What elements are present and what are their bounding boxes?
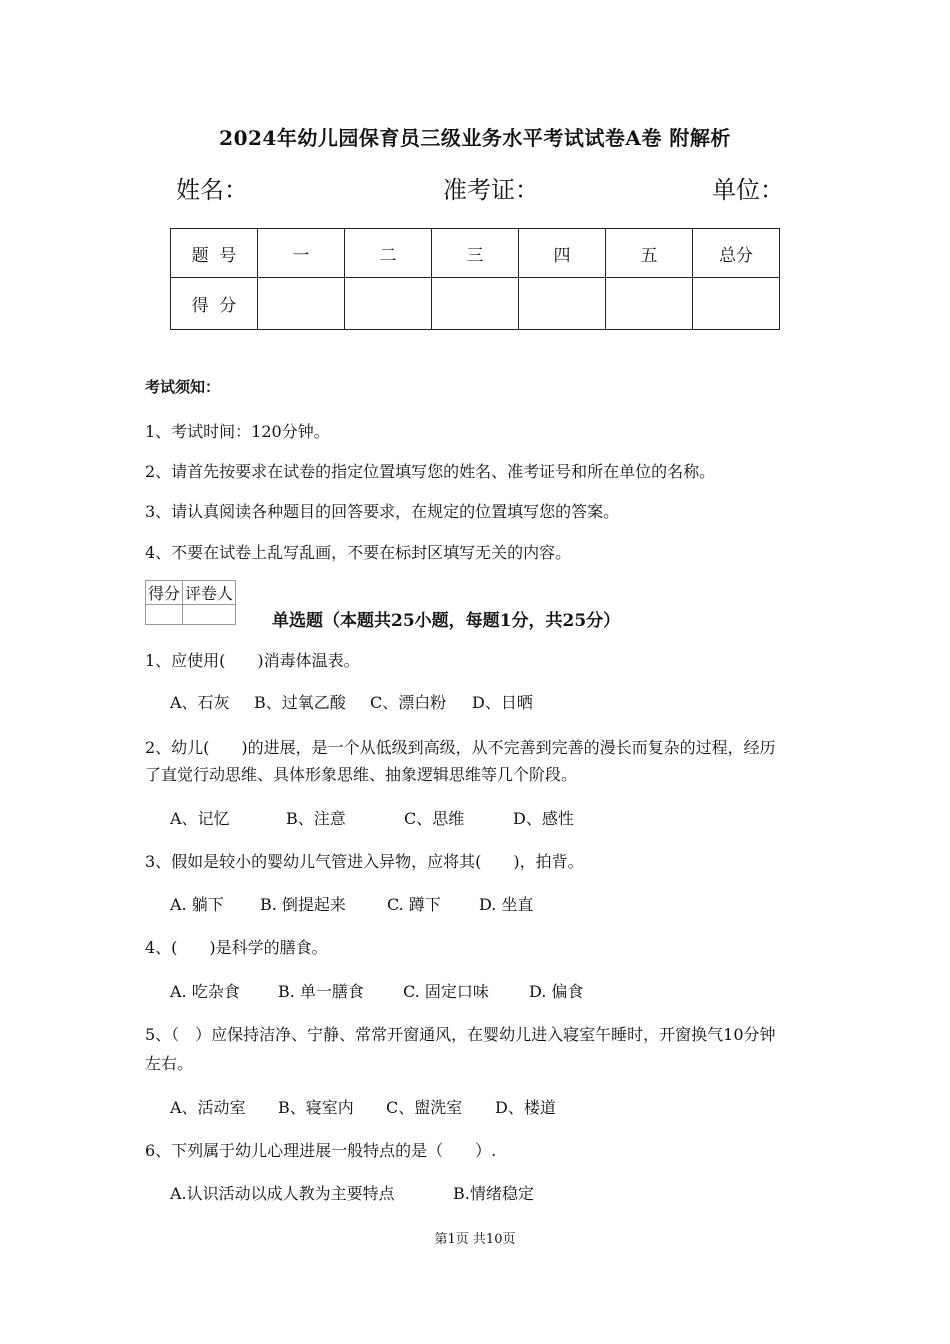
- score-table-header-cell: 二: [345, 229, 432, 278]
- notice-item: 3、请认真阅读各种题目的回答要求，在规定的位置填写您的答案。: [145, 502, 620, 521]
- option[interactable]: B.情绪稳定: [453, 1184, 534, 1203]
- option[interactable]: C、思维: [404, 809, 465, 828]
- score-cell[interactable]: [519, 278, 606, 330]
- option[interactable]: B、寝室内: [278, 1098, 354, 1117]
- option[interactable]: A. 吃杂食: [170, 982, 240, 1001]
- question-stem: 2、幼儿( )的进展，是一个从低级到高级，从不完善到完善的漫长而复杂的过程，经历: [145, 738, 776, 757]
- question-options: [170, 1095, 556, 1118]
- score-cell[interactable]: [606, 278, 693, 330]
- option[interactable]: D. 偏食: [529, 982, 584, 1001]
- score-table: [170, 228, 780, 330]
- notice-heading: 考试须知：: [145, 378, 221, 396]
- question-stem: 6、下列属于幼儿心理进展一般特点的是（ ）.: [145, 1141, 497, 1160]
- score-table-header-cell: 题 号: [171, 229, 258, 278]
- notice-item: 4、不要在试卷上乱写乱画，不要在标封区填写无关的内容。: [145, 543, 572, 562]
- question-stem: 5、（ ）应保持洁净、宁静、常常开窗通风，在婴幼儿进入寝室午睡时，开窗换气10分钟: [145, 1025, 776, 1044]
- page-title: 2024年幼儿园保育员三级业务水平考试试卷A卷 附解析: [219, 126, 731, 150]
- question-stem-continued: 了直觉行动思维、具体形象思维、抽象逻辑思维等几个阶段。: [145, 765, 578, 784]
- score-table-header-row: [171, 229, 780, 278]
- question-stem-continued: 左右。: [145, 1054, 194, 1073]
- score-table-row-label: 得 分: [171, 278, 258, 330]
- name-field-label: 姓名：: [176, 176, 248, 204]
- question-stem: 1、应使用( )消毒体温表。: [145, 651, 360, 670]
- score-table-header-cell: 四: [519, 229, 606, 278]
- option[interactable]: A、活动室: [170, 1098, 246, 1117]
- score-table-header-cell: 一: [258, 229, 345, 278]
- option[interactable]: A.认识活动以成人教为主要特点: [170, 1184, 395, 1203]
- option[interactable]: B. 单一膳食: [278, 982, 364, 1001]
- exam-id-field-label: 准考证：: [443, 176, 539, 204]
- option[interactable]: B. 倒提起来: [260, 895, 346, 914]
- grader-reviewer-cell[interactable]: [183, 605, 236, 625]
- option[interactable]: D、日晒: [472, 693, 533, 712]
- notice-item: 2、请首先按要求在试卷的指定位置填写您的姓名、准考证号和所在单位的名称。: [145, 462, 716, 481]
- option[interactable]: C、盥洗室: [386, 1098, 463, 1117]
- option[interactable]: A. 躺下: [170, 895, 224, 914]
- score-table-header-cell: 总分: [693, 229, 780, 278]
- score-cell[interactable]: [258, 278, 345, 330]
- question-options: [170, 892, 533, 915]
- question-stem: 4、( )是科学的膳食。: [145, 938, 328, 957]
- question-stem: 3、假如是较小的婴幼儿气管进入异物，应将其( )，拍背。: [145, 852, 584, 871]
- score-table-header-cell: 三: [432, 229, 519, 278]
- grader-score-cell[interactable]: [146, 605, 183, 625]
- option[interactable]: C、漂白粉: [370, 693, 447, 712]
- question-options: [170, 690, 533, 713]
- score-cell[interactable]: [693, 278, 780, 330]
- score-cell[interactable]: [432, 278, 519, 330]
- score-table-header-cell: 五: [606, 229, 693, 278]
- option[interactable]: D、感性: [513, 809, 574, 828]
- option[interactable]: B、过氧乙酸: [254, 693, 346, 712]
- option[interactable]: C. 固定口味: [403, 982, 489, 1001]
- grader-box: [145, 580, 236, 625]
- option[interactable]: D. 坐直: [479, 895, 534, 914]
- option[interactable]: A、石灰: [170, 693, 230, 712]
- option[interactable]: D、楼道: [495, 1098, 556, 1117]
- unit-field-label: 单位：: [712, 176, 784, 204]
- option[interactable]: C. 蹲下: [387, 895, 441, 914]
- section-heading: 单选题（本题共25小题，每题1分，共25分）: [272, 611, 621, 631]
- question-options: [170, 806, 574, 829]
- notice-item: 1、考试时间：120分钟。: [145, 422, 330, 441]
- score-cell[interactable]: [345, 278, 432, 330]
- page-footer: 第1页 共10页: [434, 1232, 516, 1247]
- score-table-score-row: [171, 278, 780, 330]
- grader-score-label: 得分: [146, 581, 183, 605]
- question-options: [170, 1181, 534, 1204]
- grader-reviewer-label: 评卷人: [183, 581, 236, 605]
- option[interactable]: A、记忆: [170, 809, 230, 828]
- option[interactable]: B、注意: [286, 809, 346, 828]
- question-options: [170, 979, 583, 1002]
